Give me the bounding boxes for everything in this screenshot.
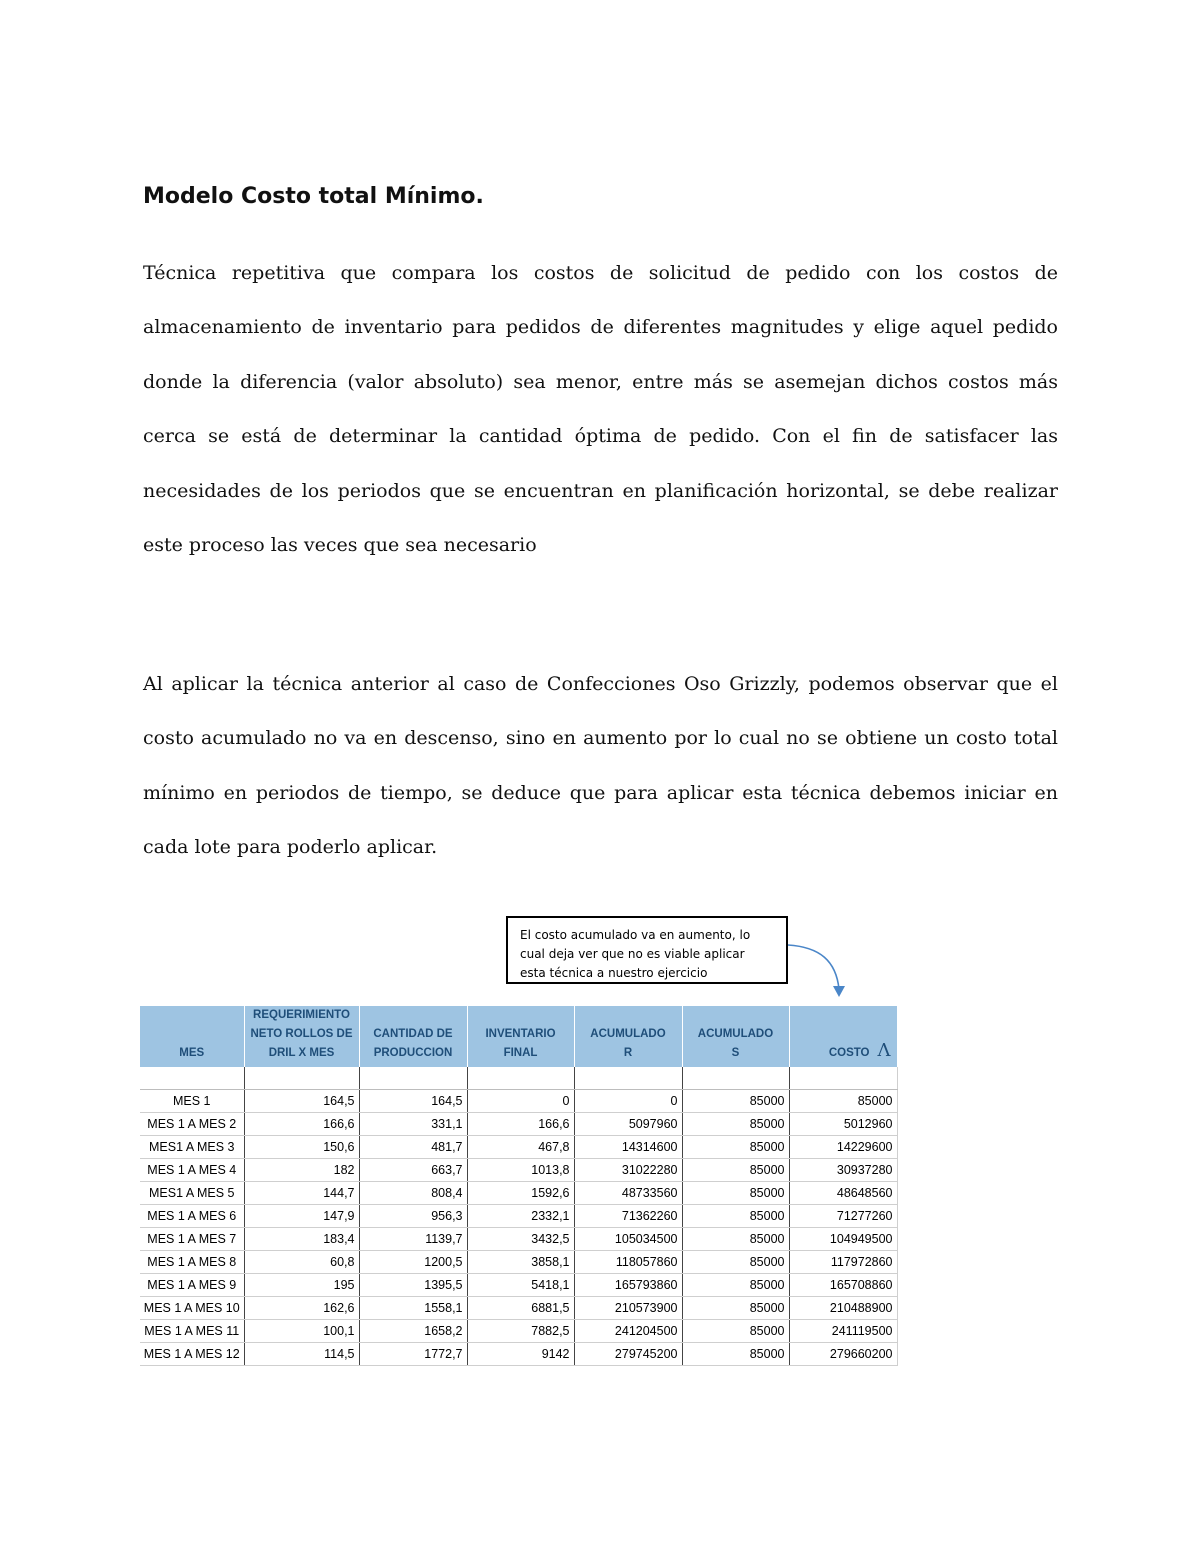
cell-cant: 164,5 — [359, 1090, 467, 1113]
table-row — [140, 1136, 897, 1159]
cell-acr: 210573900 — [574, 1297, 682, 1320]
cell-req: 182 — [244, 1159, 359, 1182]
cell-acs: 85000 — [682, 1297, 789, 1320]
header-mes: MES — [140, 1006, 244, 1067]
table-row — [140, 1343, 897, 1366]
cell-req: 162,6 — [244, 1297, 359, 1320]
table-row — [140, 1090, 897, 1113]
cell-inv: 9142 — [467, 1343, 574, 1366]
cell-req: 147,9 — [244, 1205, 359, 1228]
cell-cant: 481,7 — [359, 1136, 467, 1159]
cell-cant: 1139,7 — [359, 1228, 467, 1251]
callout-box — [506, 916, 788, 984]
table-row — [140, 1228, 897, 1251]
callout-line: cual deja ver que no es viable aplicar — [520, 947, 745, 961]
cell-req: 183,4 — [244, 1228, 359, 1251]
cell-req: 166,6 — [244, 1113, 359, 1136]
cell-cant: 1772,7 — [359, 1343, 467, 1366]
cell-acr: 241204500 — [574, 1320, 682, 1343]
cell-acs: 85000 — [682, 1251, 789, 1274]
cell-mes: MES1 A MES 3 — [140, 1136, 244, 1159]
cell-acr: 165793860 — [574, 1274, 682, 1297]
table-header-row — [140, 1006, 897, 1067]
table-row — [140, 1320, 897, 1343]
cell-cant: 1558,1 — [359, 1297, 467, 1320]
callout-line: esta técnica a nuestro ejercicio — [520, 966, 708, 980]
cell-inv: 6881,5 — [467, 1297, 574, 1320]
cell-acr: 5097960 — [574, 1113, 682, 1136]
cell-req: 144,7 — [244, 1182, 359, 1205]
cell-req: 150,6 — [244, 1136, 359, 1159]
cell-inv: 1592,6 — [467, 1182, 574, 1205]
cell-acr: 0 — [574, 1090, 682, 1113]
empty-row — [140, 1067, 897, 1090]
document-title: Modelo Costo total Mínimo. — [143, 184, 484, 209]
lambda-symbol: Λ — [877, 1040, 891, 1061]
cell-req: 100,1 — [244, 1320, 359, 1343]
cell-costo: 165708860 — [789, 1274, 897, 1297]
cell-acs: 85000 — [682, 1182, 789, 1205]
cell-acr: 48733560 — [574, 1182, 682, 1205]
cell-inv: 1013,8 — [467, 1159, 574, 1182]
cell-costo: 48648560 — [789, 1182, 897, 1205]
cell-req: 164,5 — [244, 1090, 359, 1113]
cell-costo: 14229600 — [789, 1136, 897, 1159]
cell-acs: 85000 — [682, 1228, 789, 1251]
cell-cant: 331,1 — [359, 1113, 467, 1136]
cell-acs: 85000 — [682, 1205, 789, 1228]
header-inventario: INVENTARIO FINAL — [467, 1006, 574, 1067]
cell-costo: 117972860 — [789, 1251, 897, 1274]
paragraph-application: Al aplicar la técnica anterior al caso de Confecciones Oso Grizzly, podemos observar que el costo acumulado no va en descenso, sino en aumento por lo cual no se obtiene un costo total mínimo en periodos de tiempo, se deduce que para aplicar esta técnica debemos iniciar en cada lote para poderlo aplicar. — [143, 673, 1058, 859]
header-requerimiento: REQUERIMIENTO NETO ROLLOS DE DRIL X MES — [244, 1006, 359, 1067]
table-row — [140, 1274, 897, 1297]
cell-cant: 808,4 — [359, 1182, 467, 1205]
cell-mes: MES 1 — [140, 1090, 244, 1113]
table-row — [140, 1159, 897, 1182]
cell-acr: 14314600 — [574, 1136, 682, 1159]
cell-mes: MES 1 A MES 4 — [140, 1159, 244, 1182]
cell-costo: 85000 — [789, 1090, 897, 1113]
cell-cant: 1200,5 — [359, 1251, 467, 1274]
cost-table — [140, 1006, 898, 1366]
cell-inv: 3858,1 — [467, 1251, 574, 1274]
cell-acr: 71362260 — [574, 1205, 682, 1228]
cell-costo: 210488900 — [789, 1297, 897, 1320]
cell-costo: 30937280 — [789, 1159, 897, 1182]
cell-acs: 85000 — [682, 1090, 789, 1113]
cell-acr: 118057860 — [574, 1251, 682, 1274]
cell-acs: 85000 — [682, 1159, 789, 1182]
cell-acs: 85000 — [682, 1113, 789, 1136]
header-acumulado-s: ACUMULADO S — [682, 1006, 789, 1067]
cell-inv: 3432,5 — [467, 1228, 574, 1251]
cell-cant: 1658,2 — [359, 1320, 467, 1343]
cell-mes: MES 1 A MES 12 — [140, 1343, 244, 1366]
cell-costo: 5012960 — [789, 1113, 897, 1136]
cell-mes: MES 1 A MES 7 — [140, 1228, 244, 1251]
table-row — [140, 1113, 897, 1136]
cell-mes: MES 1 A MES 2 — [140, 1113, 244, 1136]
table-row — [140, 1205, 897, 1228]
cell-costo: 104949500 — [789, 1228, 897, 1251]
cell-inv: 2332,1 — [467, 1205, 574, 1228]
callout-arrow — [780, 935, 860, 1005]
cell-mes: MES 1 A MES 9 — [140, 1274, 244, 1297]
cell-costo: 241119500 — [789, 1320, 897, 1343]
cell-inv: 166,6 — [467, 1113, 574, 1136]
cell-acr: 31022280 — [574, 1159, 682, 1182]
cell-mes: MES1 A MES 5 — [140, 1182, 244, 1205]
cell-cant: 663,7 — [359, 1159, 467, 1182]
cell-req: 60,8 — [244, 1251, 359, 1274]
cell-req: 114,5 — [244, 1343, 359, 1366]
table-row — [140, 1182, 897, 1205]
cell-acs: 85000 — [682, 1274, 789, 1297]
table-row — [140, 1297, 897, 1320]
cell-acs: 85000 — [682, 1320, 789, 1343]
header-costo: COSTO Λ — [789, 1006, 897, 1067]
cell-acr: 279745200 — [574, 1343, 682, 1366]
cell-cant: 1395,5 — [359, 1274, 467, 1297]
cell-inv: 467,8 — [467, 1136, 574, 1159]
table-row — [140, 1251, 897, 1274]
cell-mes: MES 1 A MES 11 — [140, 1320, 244, 1343]
cell-acr: 105034500 — [574, 1228, 682, 1251]
cell-inv: 0 — [467, 1090, 574, 1113]
header-acumulado-r: ACUMULADO R — [574, 1006, 682, 1067]
cell-mes: MES 1 A MES 10 — [140, 1297, 244, 1320]
cell-costo: 71277260 — [789, 1205, 897, 1228]
paragraph-definition: Técnica repetitiva que compara los costos de solicitud de pedido con los costos de almacenamiento de inventario para pedidos de diferentes magnitudes y elige aquel pedido donde la diferencia (valor absoluto) sea menor, entre más se asemejan dichos costos más cerca se está de determinar la cantidad óptima de pedido. Con el fin de satisfacer las necesidades de los periodos que se encuentran en planificación horizontal, se debe realizar este proceso las veces que sea necesario — [143, 262, 1058, 557]
cell-mes: MES 1 A MES 8 — [140, 1251, 244, 1274]
cell-costo: 279660200 — [789, 1343, 897, 1366]
cell-cant: 956,3 — [359, 1205, 467, 1228]
callout-line: El costo acumulado va en aumento, lo — [520, 928, 751, 942]
cell-acs: 85000 — [682, 1343, 789, 1366]
cell-inv: 7882,5 — [467, 1320, 574, 1343]
cell-mes: MES 1 A MES 6 — [140, 1205, 244, 1228]
cell-acs: 85000 — [682, 1136, 789, 1159]
cell-req: 195 — [244, 1274, 359, 1297]
header-cantidad: CANTIDAD DE PRODUCCION — [359, 1006, 467, 1067]
cell-inv: 5418,1 — [467, 1274, 574, 1297]
